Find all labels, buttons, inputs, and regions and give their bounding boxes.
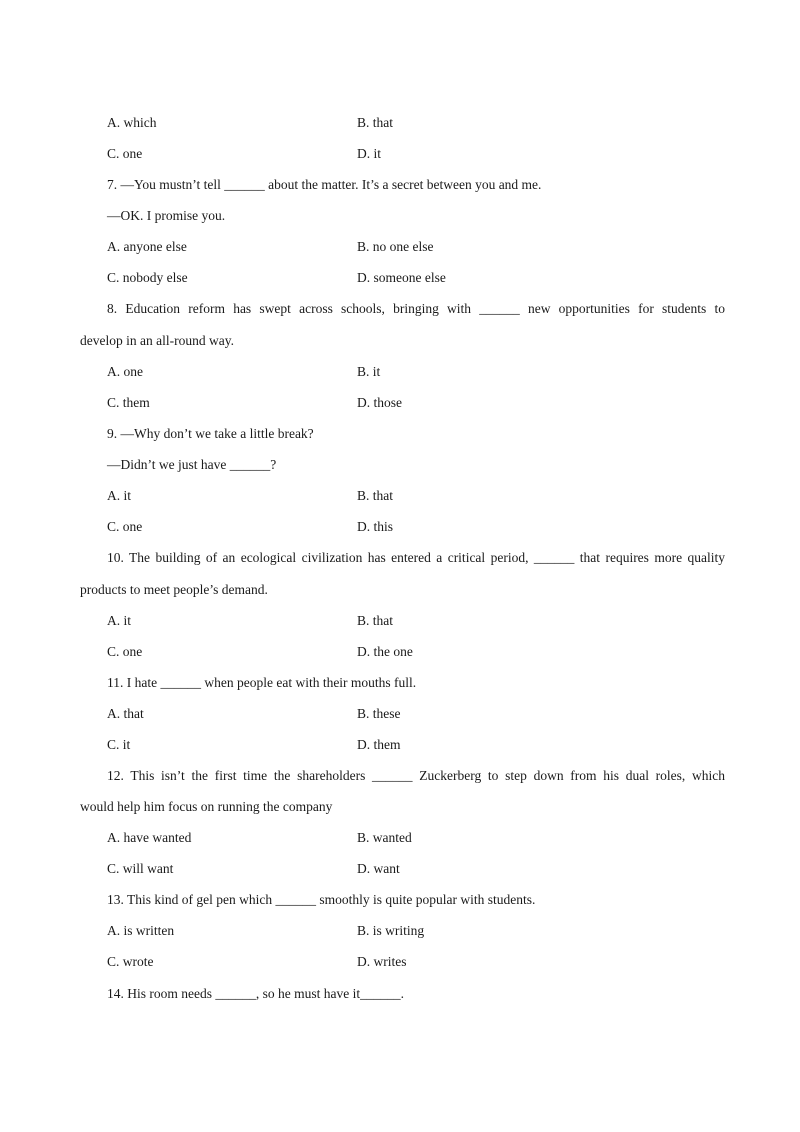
- question-12-stem-cont: would help him focus on running the company: [80, 799, 333, 814]
- question-7-stem: 7. —You mustn’t tell ______ about the matter. It’s a secret between you and me.: [107, 177, 542, 192]
- q11-option-b: B. these: [357, 706, 401, 721]
- q8-option-c: C. them: [107, 395, 150, 410]
- q13-option-c: C. wrote: [107, 954, 154, 969]
- question-9-stem: 9. —Why don’t we take a little break?: [107, 426, 314, 441]
- question-9-reply: —Didn’t we just have ______?: [107, 457, 277, 472]
- q13-option-b: B. is writing: [357, 923, 425, 938]
- option-d: D. it: [357, 146, 382, 161]
- q12-option-d: D. want: [357, 861, 400, 876]
- q9-option-b: B. that: [357, 488, 393, 503]
- q7-option-c: C. nobody else: [107, 270, 188, 285]
- question-13-stem: 13. This kind of gel pen which ______ smoothly is quite popular with students.: [107, 892, 536, 907]
- q12-option-b: B. wanted: [357, 830, 412, 845]
- question-12-stem: 12. This isn’t the first time the shareholders ______ Zuckerberg to step down from his dual roles, which: [107, 768, 725, 783]
- q13-option-d: D. writes: [357, 954, 407, 969]
- q11-option-d: D. them: [357, 737, 401, 752]
- question-8-stem-cont: develop in an all-round way.: [80, 333, 234, 348]
- q9-option-a: A. it: [107, 488, 132, 503]
- option-b: B. that: [357, 115, 393, 130]
- q7-option-b: B. no one else: [357, 239, 434, 254]
- q7-option-d: D. someone else: [357, 270, 446, 285]
- q12-option-a: A. have wanted: [107, 830, 192, 845]
- option-a: A. which: [107, 115, 157, 130]
- question-10-stem: 10. The building of an ecological civilization has entered a critical period, ______ that requires more quality: [107, 550, 725, 565]
- option-c: C. one: [107, 146, 143, 161]
- q7-option-a: A. anyone else: [107, 239, 187, 254]
- q8-option-b: B. it: [357, 364, 381, 379]
- q11-option-c: C. it: [107, 737, 131, 752]
- question-8-stem: 8. Education reform has swept across schools, bringing with ______ new opportunities for students to: [107, 301, 725, 316]
- q9-option-c: C. one: [107, 519, 143, 534]
- q12-option-c: C. will want: [107, 861, 174, 876]
- question-10-stem-cont: products to meet people’s demand.: [80, 582, 268, 597]
- question-14-stem: 14. His room needs ______, so he must have it______.: [107, 986, 404, 1001]
- q10-option-a: A. it: [107, 613, 132, 628]
- q10-option-d: D. the one: [357, 644, 413, 659]
- q13-option-a: A. is written: [107, 923, 175, 938]
- q9-option-d: D. this: [357, 519, 394, 534]
- q8-option-d: D. those: [357, 395, 402, 410]
- q10-option-c: C. one: [107, 644, 143, 659]
- q8-option-a: A. one: [107, 364, 143, 379]
- q11-option-a: A. that: [107, 706, 144, 721]
- q10-option-b: B. that: [357, 613, 393, 628]
- question-11-stem: 11. I hate ______ when people eat with their mouths full.: [107, 675, 417, 690]
- question-7-reply: —OK. I promise you.: [107, 208, 226, 223]
